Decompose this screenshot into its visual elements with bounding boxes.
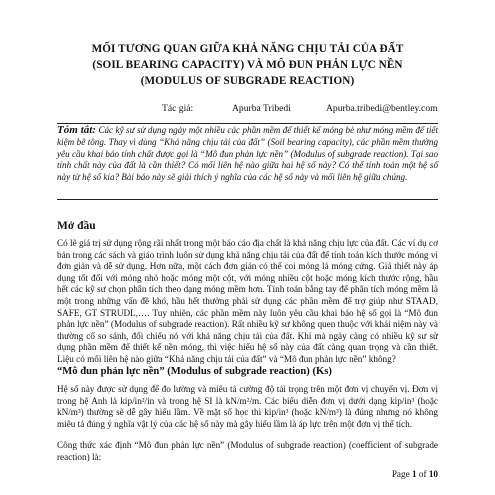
author-label: Tác giả: — [162, 103, 194, 114]
footer-page-number: 1 — [411, 469, 417, 479]
abstract-top-rule — [57, 123, 438, 124]
modulus-paragraph-2: Công thức xác định “Mô đun phản lực nền” (Modulus of subgrade reaction) (coefficient of subgrade reaction) là: — [57, 440, 438, 462]
author-line — [162, 103, 438, 114]
title-line-2: (SOIL BEARING CAPACITY) VÀ MÔ ĐUN PHẢN LỰC NỀN — [92, 59, 403, 71]
abstract-bottom-rule — [57, 199, 438, 200]
section-heading-intro: Mở đầu — [57, 220, 96, 232]
title-line-3: (MODULUS OF SUBGRADE REACTION) — [140, 75, 355, 87]
footer-page-word: Page — [391, 469, 410, 479]
author-name: Apurba Tribedi — [232, 103, 291, 114]
page-footer — [392, 469, 438, 479]
footer-page-total: 10 — [428, 469, 438, 479]
modulus-paragraph-1: Hệ số này được sử dụng để đo lường và miêu tả cường độ tải trọng trên một đơn vị chuyển vị. Đơn vị trong hệ Anh là kip/in²/in và trong hệ SI là kN/m²/m. Các biểu diễn đơn vị dưới dạng kip/in³ (hoặc kN/m³) thường sẽ dễ gây hiểu lầm. Về mặt số học thì kip/in³ (hoặc kN/m³) là đúng nhưng nó không miêu tả đúng ý nghĩa vật lý của các hệ số này mà gây hiểu lầm là áp lực trên một đơn vị thể tích. — [57, 384, 438, 429]
title-line-1: MỐI TƯƠNG QUAN GIỮA KHẢ NĂNG CHỊU TẢI CỦA ĐẤT — [91, 43, 404, 55]
document-title — [40, 41, 455, 89]
footer-of-word: of — [418, 469, 427, 479]
abstract-text: Các kỹ sư sử dụng ngày một nhiều các phần mềm để thiết kế móng bè như móng mềm để tiết kiệm bê tông. Thay vì dùng “Khả năng chịu tải của đất” (Soil bearing capacity), các phần mềm thường yêu cầu khai báo tính chất được gọi là “Mô đun phản lực nền” (Modulus of subgrade reaction). Tại sao tính chất này của đất là cần thiết? Có mối liên hệ nào giữa hai hệ số này? Có thể tính toán một hệ số này từ hệ số kia? Bài báo này sẽ giải thích ý nghĩa của các hệ số này và mối liên hệ giữa chúng. — [57, 125, 438, 183]
section-heading-modulus: “Mô đun phản lực nền” (Modulus of subgrade reaction) (Ks) — [57, 366, 332, 377]
abstract-lead: Tóm tắt: — [57, 124, 96, 136]
abstract-block — [57, 125, 438, 184]
author-email[interactable]: Apurba.tribedi@bentley.com — [326, 103, 438, 114]
intro-paragraph: Có lẽ giá trị sử dụng rộng rãi nhất trong một báo cáo địa chất là khả năng chịu lực của đất. Các ví dụ cơ bản trong các sách và giáo trình luôn sử dụng khả năng chịu tải của đất để tính toán kích thước móng vì đơn giản và dễ sử dụng. Hơn nữa, một cách đơn giản có thể coi móng là móng cứng. Giả thiết này áp dụng tốt đối với móng nhỏ hoặc móng một cột, với móng nhiều cột hoặc móng kích thước rộng, hầu hết các kỹ sư chọn phân tích theo dạng móng mềm hơn. Tính toán bằng tay để phân tích móng mềm là một trong những vấn đề khó, hầu hết thường phải sử dụng các phần mềm để trợ giúp như STAAD, SAFE, GT STRUDL,…. Tuy nhiên, các phần mềm này luôn yêu cầu khai báo hệ số gọi là “Mô đun phản lực nền” (Modulus of subgrade reaction). Rất nhiều kỹ sư không quen thuộc với khái niệm này và thường cố so sánh, đối chiếu nó với khả năng chịu tải của đất. Khi mà ngày càng có nhiều kỹ sư sử dụng phần mềm để thiết kế nền móng, thì việc hiểu hệ số này của đất càng quan trọng và cần thiết. Liệu có mối liên hệ nào giữa “Khả năng chịu tải của đất” và “Mô đun phản lực nền” không? — [57, 238, 438, 364]
